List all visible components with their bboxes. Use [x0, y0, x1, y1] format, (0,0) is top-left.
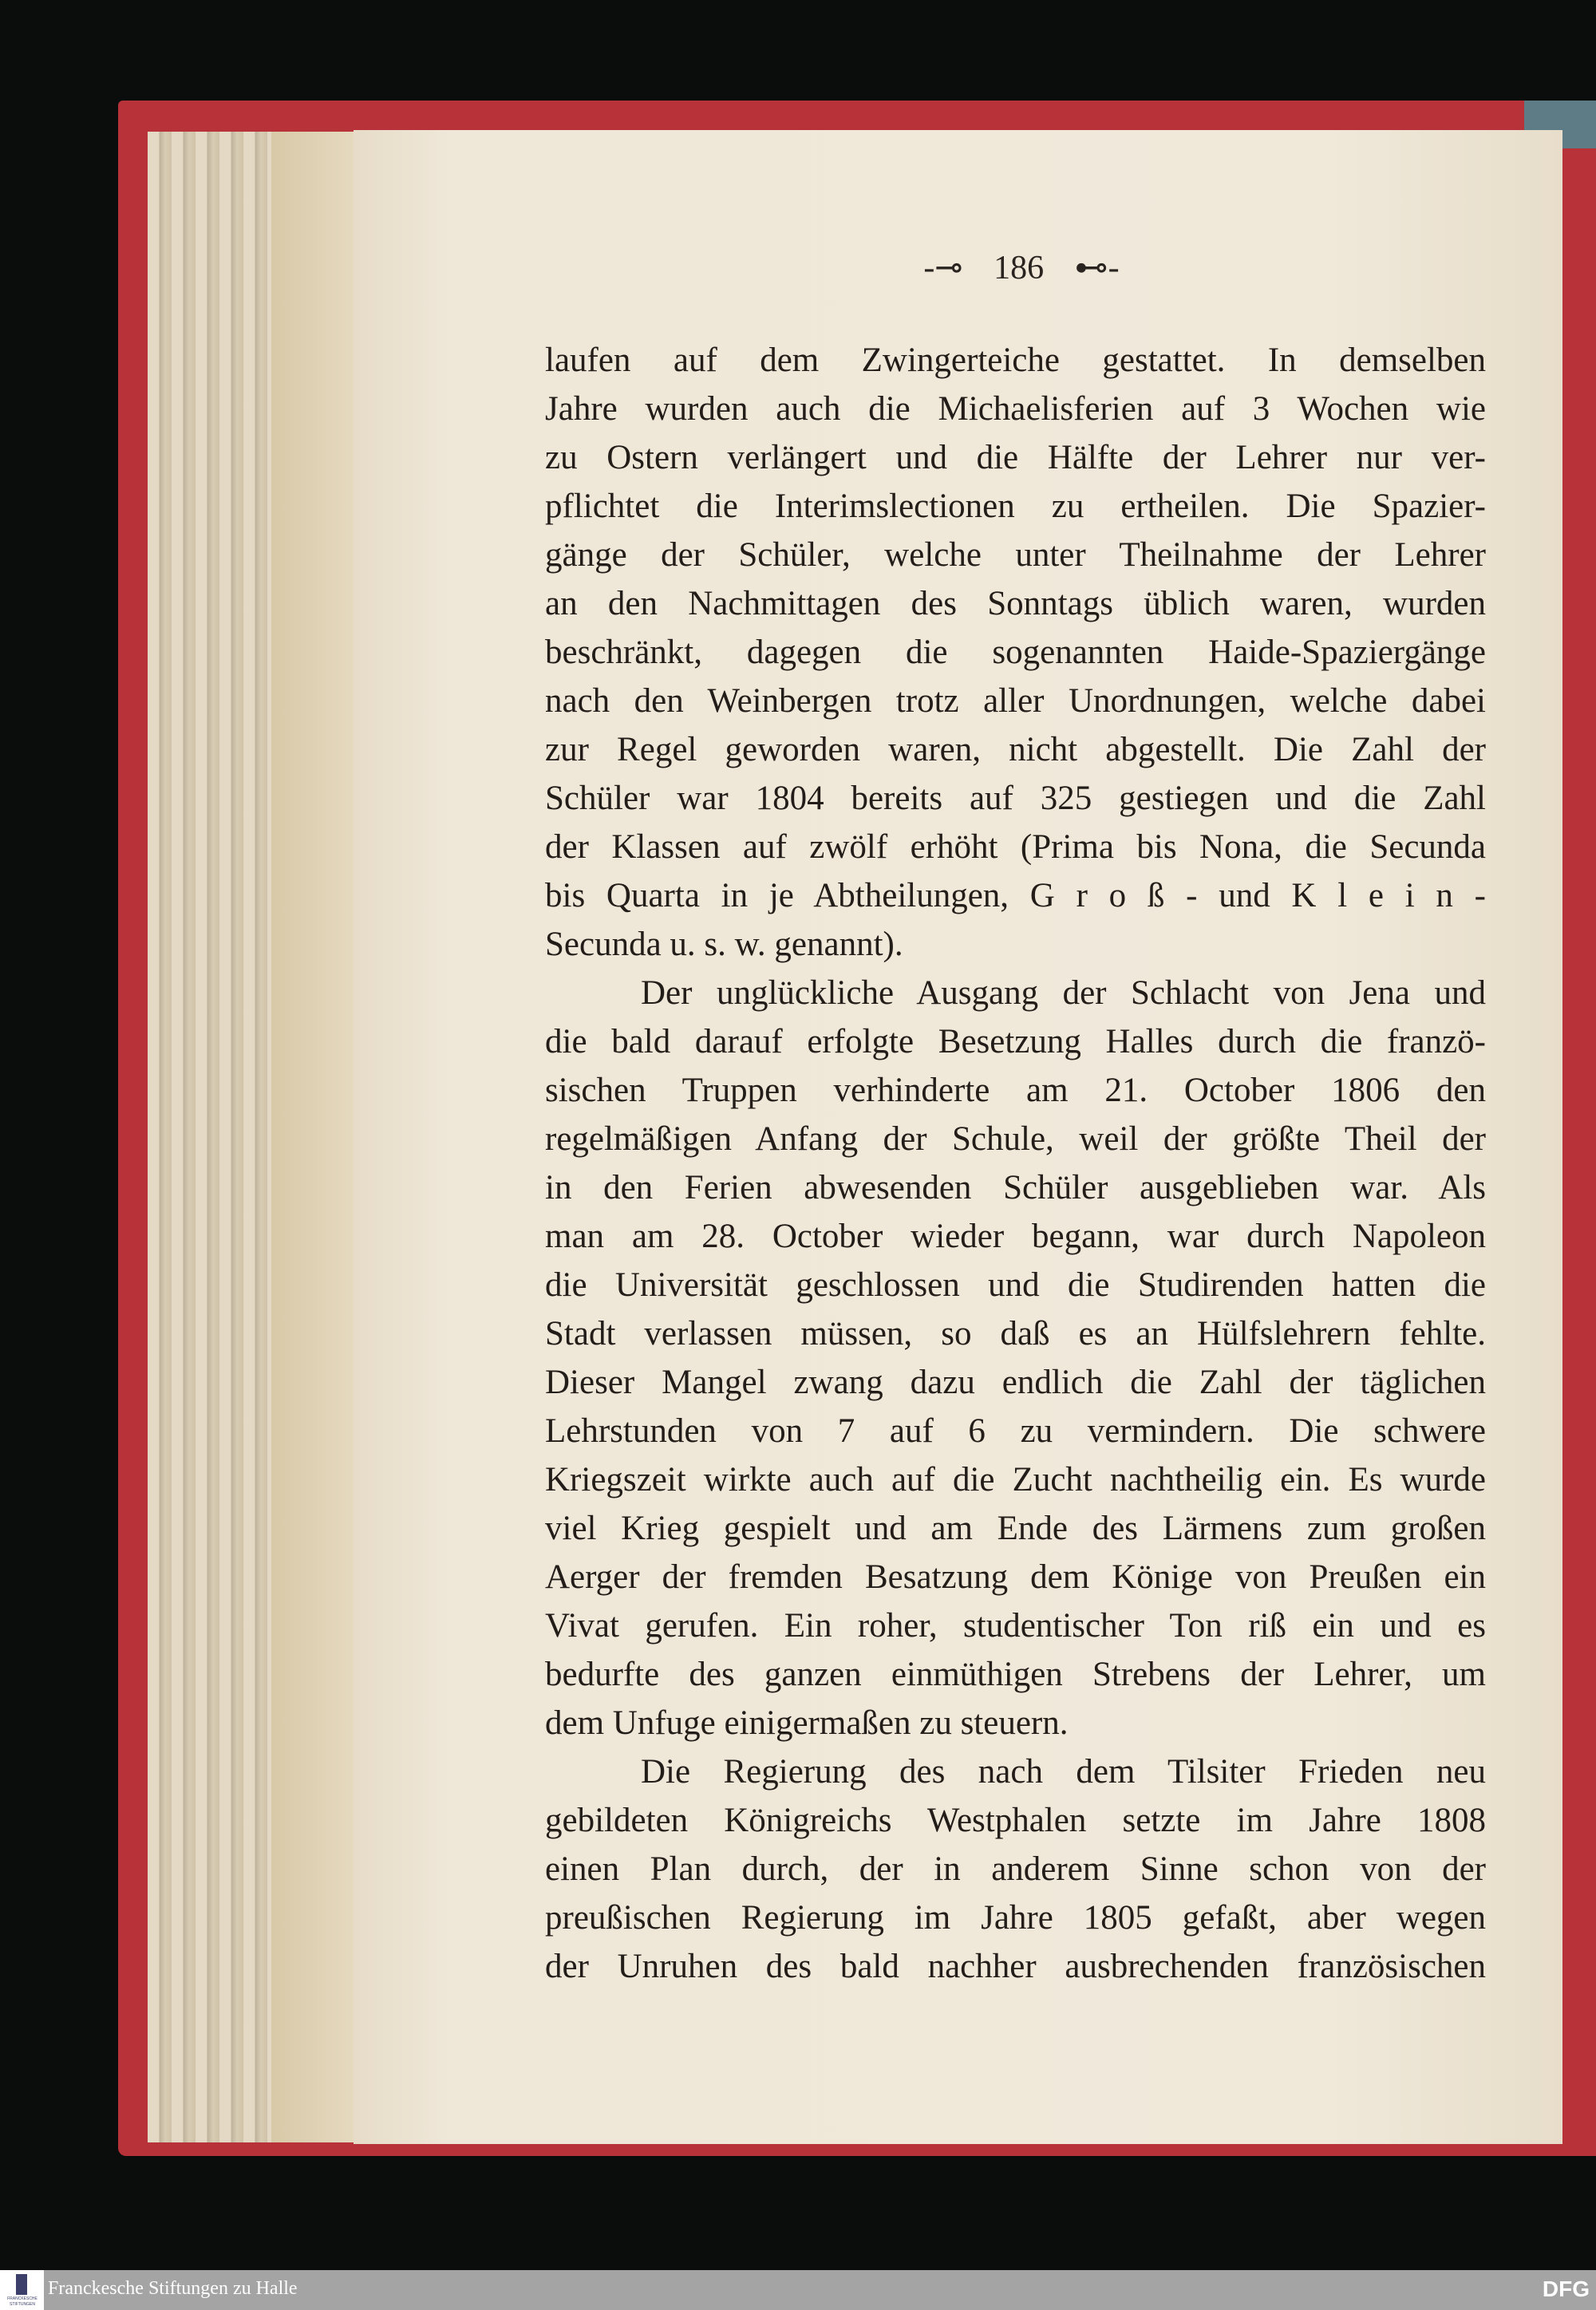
ornament-left-icon: -⊸ — [923, 250, 963, 286]
text-line: bis Quarta in je Abtheilungen, G r o ß - und K l e i n - — [545, 877, 1486, 914]
text-line: zu Ostern verlängert und die Hälfte der Lehrer nur ver- — [545, 439, 1486, 476]
text-line: gebildeten Königreichs Westphalen setzte im Jahre 1808 — [545, 1802, 1486, 1839]
text-line: preußischen Regierung im Jahre 1805 gefaßt, aber wegen — [545, 1899, 1486, 1937]
page-number — [894, 247, 1149, 287]
text-line: die bald darauf erfolgte Besetzung Halles durch die franzö- — [545, 1023, 1486, 1060]
text-line: laufen auf dem Zwingerteiche gestattet. In demselben — [545, 342, 1486, 379]
text-line: Aerger der fremden Besatzung dem Könige von Preußen ein — [545, 1558, 1486, 1596]
text-line: der Klassen auf zwölf erhöht (Prima bis Nona, die Secunda — [545, 828, 1486, 866]
text-line: man am 28. October wieder begann, war durch Napoleon — [545, 1218, 1486, 1255]
text-line: Secunda u. s. w. genannt). — [545, 926, 903, 963]
text-line: viel Krieg gespielt und am Ende des Lärmens zum großen — [545, 1510, 1486, 1547]
logo-figure-icon — [16, 2274, 27, 2295]
text-line: Dieser Mangel zwang dazu endlich die Zahl der täglichen — [545, 1364, 1486, 1401]
text-line: der Unruhen des bald nachher ausbrechenden französischen — [545, 1948, 1486, 1985]
text-line: gänge der Schüler, welche unter Theilnahme der Lehrer — [545, 536, 1486, 574]
text-line: zur Regel geworden waren, nicht abgestellt. Die Zahl der — [545, 731, 1486, 768]
ornament-right-icon: ⊷- — [1074, 250, 1120, 286]
text-line: dem Unfuge einigermaßen zu steuern. — [545, 1704, 1069, 1742]
text-line: an den Nachmittagen des Sonntags üblich waren, wurden — [545, 585, 1486, 622]
text-line: in den Ferien abwesenden Schüler ausgeblieben war. Als — [545, 1169, 1486, 1206]
footer-bar — [0, 2270, 1596, 2310]
text-line: beschränkt, dagegen die sogenannten Haide-Spaziergänge — [545, 634, 1486, 671]
institution-logo — [0, 2270, 44, 2310]
institution-name: Franckesche Stiftungen zu Halle — [48, 2278, 298, 2299]
page-number-value: 186 — [994, 250, 1045, 286]
text-line: nach den Weinbergen trotz aller Unordnungen, welche dabei — [545, 682, 1486, 720]
body-text — [545, 336, 1486, 1991]
text-line: die Universität geschlossen und die Studirenden hatten die — [545, 1266, 1486, 1304]
text-line: pflichtet die Interimslectionen zu ertheilen. Die Spazier- — [545, 488, 1486, 525]
dfg-logo: DFG — [1542, 2276, 1590, 2301]
text-line: bedurfte des ganzen einmüthigen Strebens der Lehrer, um — [545, 1656, 1486, 1693]
text-line: regelmäßigen Anfang der Schule, weil der größte Theil der — [545, 1120, 1486, 1158]
text-line: Vivat gerufen. Ein roher, studentischer Ton riß ein und es — [545, 1607, 1486, 1645]
text-line: Die Regierung des nach dem Tilsiter Frieden neu — [641, 1753, 1486, 1791]
text-line: Lehrstunden von 7 auf 6 zu vermindern. Die schwere — [545, 1412, 1486, 1450]
logo-text: FRANCKESCHE STIFTUNGEN — [7, 2296, 38, 2307]
text-line: Der unglückliche Ausgang der Schlacht von Jena und — [641, 974, 1486, 1012]
page-stack-inner — [271, 132, 359, 2142]
text-line: sischen Truppen verhinderte am 21. October 1806 den — [545, 1072, 1486, 1109]
text-line: Kriegszeit wirkte auch auf die Zucht nachtheilig ein. Es wurde — [545, 1461, 1486, 1499]
text-line: Schüler war 1804 bereits auf 325 gestiegen und die Zahl — [545, 780, 1486, 817]
text-line: einen Plan durch, der in anderem Sinne schon von der — [545, 1850, 1486, 1888]
text-line: Jahre wurden auch die Michaelisferien auf 3 Wochen wie — [545, 390, 1486, 428]
text-line: Stadt verlassen müssen, so daß es an Hülfslehrern fehlte. — [545, 1315, 1486, 1352]
